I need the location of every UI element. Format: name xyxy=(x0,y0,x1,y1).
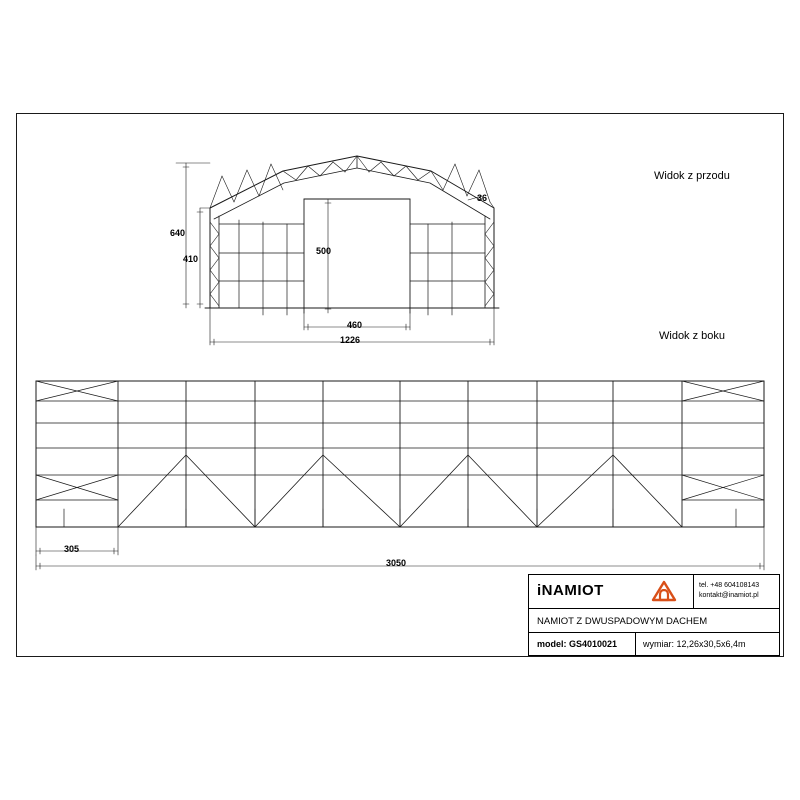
model-label: model: GS4010021 xyxy=(537,639,618,649)
contact-phone: tel. +48 604108143 xyxy=(699,582,760,589)
size-label: wymiar: 12,26x30,5x6,4m xyxy=(643,639,746,649)
dimension-bay-spacing: 305 xyxy=(64,544,80,554)
contact-info xyxy=(699,581,759,601)
side-view-drawing xyxy=(36,381,764,570)
dimension-width-total: 1226 xyxy=(340,335,361,345)
title-block xyxy=(528,574,780,656)
dimension-door-height: 500 xyxy=(316,246,332,256)
title-block-divider-vertical-1 xyxy=(693,575,694,609)
title-block-divider-vertical-2 xyxy=(635,633,636,656)
dimension-height-total: 640 xyxy=(170,228,186,238)
front-dimension-lines xyxy=(176,163,494,345)
dimension-roof-edge: 36 xyxy=(477,193,488,203)
product-name: NAMIOT Z DWUSPADOWYM DACHEM xyxy=(537,616,708,627)
contact-email: kontakt@inamiot.pl xyxy=(699,592,759,599)
tent-house-icon xyxy=(651,580,677,604)
view-label-side: Widok z boku xyxy=(659,330,726,342)
brand-name: iNAMIOT xyxy=(537,582,604,599)
dimension-door-width: 460 xyxy=(347,320,363,330)
front-view-drawing xyxy=(176,156,499,345)
dimension-height-wall: 410 xyxy=(183,254,199,264)
view-label-front: Widok z przodu xyxy=(654,170,730,182)
dimension-length-total: 3050 xyxy=(386,558,407,568)
